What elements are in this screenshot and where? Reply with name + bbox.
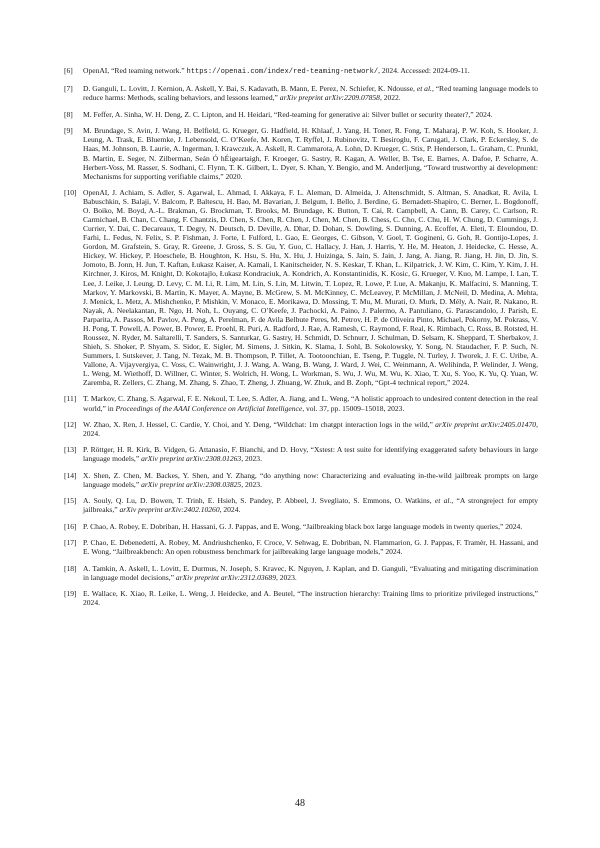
reference-segment: , 2023.: [241, 479, 262, 489]
reference-number: [11]: [64, 394, 77, 404]
reference-segment: , “A strongreject for empty jailbreaks,”: [83, 496, 538, 515]
reference-number: [8]: [64, 109, 73, 119]
reference-text: [83, 66, 538, 77]
reference-segment: P. Röttger, H. R. Kirk, B. Vidgen, G. Attanasio, F. Bianchi, and D. Hovy, “Xstest: A test suite for identifying exaggerated safety behaviours in large language models,”: [83, 445, 538, 464]
reference-venue: et al.: [434, 496, 452, 506]
reference-segment: P. Chao, E. Debenedetti, A. Robey, M. Andriushchenko, F. Croce, V. Sehwag, E. Dobriban, N. Flammarion, G. J. Pappas, F. Tramèr, H. Hassani, and E. Wong, “Jailbreakbench: An open robustness benchmark for jailbreaking large language models,” 2024.: [83, 538, 538, 557]
reference-venue: arXiv preprint arXiv:2308.01263: [141, 454, 242, 464]
reference-item: [64, 126, 538, 180]
reference-segment: , 2022.: [379, 93, 401, 103]
reference-item: [64, 188, 538, 387]
reference-venue: Proceedings of the AAAI Conference on Artificial Intelligence: [115, 403, 303, 413]
reference-segment: A. Souly, Q. Lu, D. Bowen, T. Trinh, E. Hsieh, S. Pandey, P. Abbeel, J. Svegliato, S. Emmons, O. Watkins,: [83, 496, 435, 506]
reference-text: [83, 589, 538, 607]
reference-number: [10]: [64, 188, 77, 198]
reference-venue: arXiv preprint arXiv:2312.03689: [175, 572, 276, 582]
reference-number: [14]: [64, 470, 77, 480]
reference-venue: arXiv preprint arXiv:2405.01470: [435, 419, 537, 429]
reference-segment: M. Brundage, S. Avin, J. Wang, H. Belfield, G. Krueger, G. Hadfield, H. Khlaaf, J. Yang, H. Toner, R. Fong, T. Maharaj, P. W. Koh, S. Hooker, J. Leung, A. Trask, E. Bluemke, J. Lebensold, C. O’Keefe, M. Koren, T. Ryffel, J. Rubinovitz, T. Besiroglu, F. Carugati, J. Clark, P. Eckersley, S. de Haas, M. Johnson, B. Laurie, A. Ingerman, I. Krawczuk, A. Askell, R. Cammarota, A. Lohn, D. Krueger, C. Stix, P. Henderson, L. Graham, C. Prunkl, B. Martin, E. Seger, N. Zilberman, Seán Ó hÉigeartaigh, F. Kroeger, G. Sastry, R. Kagan, A. Weller, B. Tse, E. Barnes, A. Dafoe, P. Scharre, A. Herbert-Voss, M. Rasser, S. Sodhani, C. Flynn, T. K. Gilbert, L. Dyer, S. Khan, Y. Bengio, and M. Anderljung, “Toward trustworthy ai development: Mechanisms for supporting verifiable claims,” 2020.: [83, 126, 538, 181]
reference-venue: et al.: [416, 84, 432, 94]
reference-segment: , 2023.: [241, 454, 262, 464]
reference-number: [12]: [64, 419, 77, 429]
reference-segment: X. Shen, Z. Chen, M. Backes, Y. Shen, and Y. Zhang, “do anything now: Characterizing and evaluating in-the-wild jailbreak prompts on large language models,”: [83, 470, 538, 489]
reference-number: [7]: [64, 84, 73, 94]
reference-item: [64, 394, 538, 412]
reference-text: [83, 522, 538, 531]
reference-text: [83, 394, 538, 412]
reference-item: [64, 496, 538, 514]
reference-item: [64, 110, 538, 119]
reference-venue: arXiv preprint arXiv:2209.07858: [279, 93, 380, 103]
reference-text: [83, 445, 538, 463]
reference-number: [19]: [64, 589, 77, 599]
reference-segment: E. Wallace, K. Xiao, R. Leike, L. Weng, J. Heidecke, and A. Beutel, “The instruction hierarchy: Training llms to prioritize privileged instructions,” 2024.: [83, 589, 538, 608]
reference-number: [15]: [64, 496, 77, 506]
reference-segment: , 2023.: [275, 572, 297, 582]
reference-url[interactable]: https://openai.com/index/red-teaming-network/: [186, 68, 379, 76]
reference-segment: T. Markov, C. Zhang, S. Agarwal, F. E. Nekoul, T. Lee, S. Adler, A. Jiang, and L. Weng, “A holistic approach to undesired content detection in the real world,” in: [83, 394, 538, 413]
reference-text: [83, 188, 538, 387]
reference-segment: D. Ganguli, L. Lovitt, J. Kernion, A. Askell, Y. Bai, S. Kadavath, B. Mann, E. Perez, N. Schiefer, K. Ndousse,: [83, 84, 417, 94]
reference-text: [83, 564, 538, 582]
reference-segment: , 2024.: [219, 505, 241, 515]
reference-number: [9]: [64, 126, 73, 136]
reference-text: [83, 84, 538, 102]
reference-list: [64, 66, 538, 615]
reference-segment: , vol. 37, pp. 15009–15018, 2023.: [302, 403, 405, 413]
reference-text: [83, 110, 538, 119]
reference-text: [83, 496, 538, 514]
reference-item: [64, 589, 538, 607]
reference-segment: P. Chao, A. Robey, E. Dobriban, H. Hassani, G. J. Pappas, and E. Wong, “Jailbreaking black box large language models in twenty queries,” 2024.: [83, 521, 523, 531]
page-number: 48: [295, 798, 305, 809]
reference-text: [83, 420, 538, 438]
reference-segment: OpenAI, J. Achiam, S. Adler, S. Agarwal, L. Ahmad, I. Akkaya, F. L. Aleman, D. Almeida, J. Altenschmidt, S. Altman, S. Anadkat, R. Avila, I. Babuschkin, S. Balaji, V. Balcom, P. Baltescu, H. Bao, M. Bavarian, J. Belgum, I. Bello, J. Berdine, G. Bernadett-Shapiro, C. Berner, L. Bogdonoff, O. Boiko, M. Boyd, A.-L. Brakman, G. Brockman, T. Brooks, M. Brundage, K. Button, T. Cai, R. Campbell, A. Cann, B. Carey, C. Carlson, R. Carmichael, B. Chan, C. Chang, F. Chantzis, D. Chen, S. Chen, R. Chen, J. Chen, M. Chen, B. Chess, C. Cho, C. Chu, H. W. Chung, D. Cummings, J. Currier, Y. Dai, C. Decareaux, T. Degry, N. Deutsch, D. Deville, A. Dhar, D. Dohan, S. Dowling, S. Dunning, A. Ecoffet, A. Eleti, T. Eloundou, D. Farhi, L. Fedus, N. Felix, S. P. Fishman, J. Forte, I. Fulford, L. Gao, E. Georges, C. Gibson, V. Goel, T. Gogineni, G. Goh, R. Gontijo-Lopes, J. Gordon, M. Grafstein, S. Gray, R. Greene, J. Gross, S. S. Gu, Y. Guo, C. Hallacy, J. Han, J. Harris, Y. He, M. Heaton, J. Heidecke, C. Hesse, A. Hickey, W. Hickey, P. Hoeschele, B. Houghton, K. Hsu, S. Hu, X. Hu, J. Huizinga, S. Jain, S. Jain, J. Jang, A. Jiang, R. Jiang, H. Jin, D. Jin, S. Jomoto, B. Jonn, H. Jun, T. Kaftan, Łukasz Kaiser, A. Kamali, I. Kanitscheider, N. S. Keskar, T. Khan, L. Kilpatrick, J. W. Kim, C. Kim, Y. Kim, J. H. Kirchner, J. Kiros, M. Knight, D. Kokotajlo, Łukasz Kondraciuk, A. Kondrich, A. Konstantinidis, K. Kosic, G. Krueger, V. Kuo, M. Lampe, I. Lan, T. Lee, J. Leike, J. Leung, D. Levy, C. M. Li, R. Lim, M. Lin, S. Lin, M. Litwin, T. Lopez, R. Lowe, P. Lue, A. Makanju, K. Malfacini, S. Manning, T. Markov, Y. Markovski, B. Martin, K. Mayer, A. Mayne, B. McGrew, S. M. McKinney, C. McLeavey, P. McMillan, J. McNeil, D. Medina, A. Mehta, J. Menick, L. Metz, A. Mishchenko, P. Mishkin, V. Monaco, E. Morikawa, D. Mossing, T. Mu, M. Murati, O. Murk, D. Mély, A. Nair, R. Nakano, R. Nayak, A. Neelakantan, R. Ngo, H. Noh, L. Ouyang, C. O’Keefe, J. Pachocki, A. Paino, J. Palermo, A. Pantuliano, G. Parascandolo, J. Parish, E. Parparita, A. Passos, M. Pavlov, A. Peng, A. Perelman, F. de Avila Belbute Peres, M. Petrov, H. P. de Oliveira Pinto, Michael, Pokorny, M. Pokrass, V. H. Pong, T. Powell, A. Power, B. Power, E. Proehl, R. Puri, A. Radford, J. Rae, A. Ramesh, C. Raymond, F. Real, K. Rimbach, C. Ross, B. Rotsted, H. Roussez, N. Ryder, M. Saltarelli, T. Sanders, S. Santurkar, G. Sastry, H. Schmidt, D. Schnurr, J. Schulman, D. Selsam, K. Sheppard, T. Sherbakov, J. Shieh, S. Shoker, P. Shyam, S. Sidor, E. Sigler, M. Simens, J. Sitkin, K. Slama, I. Sohl, B. Sokolowsky, Y. Song, N. Staudacher, F. P. Such, N. Summers, I. Sutskever, J. Tang, N. Tezak, M. B. Thompson, P. Tillet, A. Tootoonchian, E. Tseng, P. Tuggle, N. Turley, J. Tworek, J. F. C. Uribe, A. Vallone, A. Vijayvergiya, C. Voss, C. Wainwright, J. J. Wang, A. Wang, B. Wang, J. Ward, J. Wei, C. Weinmann, A. Welihinda, P. Welinder, J. Weng, L. Weng, M. Wiethoff, D. Willner, C. Winter, S. Wolrich, H. Wong, L. Workman, S. Wu, J. Wu, M. Wu, K. Xiao, T. Xu, S. Yoo, K. Yu, Q. Yuan, W. Zaremba, R. Zellers, C. Zhang, M. Zhang, S. Zhao, T. Zheng, J. Zhuang, W. Zhuk, and B. Zoph, “Gpt-4 technical report,” 2024.: [83, 188, 538, 388]
reference-venue: arXiv preprint arXiv:2402.10260: [119, 505, 220, 515]
reference-venue: arXiv preprint arXiv:2308.03825: [141, 479, 242, 489]
reference-text: [83, 126, 538, 180]
reference-segment: OpenAI, “Red teaming network.”: [83, 66, 187, 75]
reference-item: [64, 538, 538, 556]
reference-item: [64, 564, 538, 582]
reference-item: [64, 445, 538, 463]
reference-item: [64, 420, 538, 438]
reference-number: [17]: [64, 538, 77, 548]
reference-segment: W. Zhao, X. Ren, J. Hessel, C. Cardie, Y. Choi, and Y. Deng, “Wildchat: 1m chatgpt interaction logs in the wild,”: [83, 419, 436, 429]
reference-number: [13]: [64, 445, 77, 455]
reference-number: [18]: [64, 563, 77, 573]
reference-segment: , “Red teaming language models to reduce harms: Methods, scaling behaviors, and lessons learned,”: [83, 84, 538, 103]
reference-text: [83, 471, 538, 489]
reference-item: [64, 66, 538, 77]
reference-number: [6]: [64, 66, 73, 75]
reference-segment: A. Tamkin, A. Askell, L. Lovitt, E. Durmus, N. Joseph, S. Kravec, K. Nguyen, J. Kaplan, and D. Ganguli, “Evaluating and mitigating discrimination in language model decisions,”: [83, 563, 538, 582]
reference-segment: , 2024. Accessed: 2024-09-11.: [378, 66, 470, 75]
reference-item: [64, 522, 538, 531]
reference-number: [16]: [64, 521, 77, 531]
reference-item: [64, 471, 538, 489]
reference-text: [83, 538, 538, 556]
reference-item: [64, 84, 538, 102]
reference-segment: M. Feffer, A. Sinha, W. H. Deng, Z. C. Lipton, and H. Heidari, “Red-teaming for generative ai: Silver bullet or security theater?,” 2024.: [83, 109, 493, 119]
reference-segment: , 2024.: [83, 419, 538, 438]
